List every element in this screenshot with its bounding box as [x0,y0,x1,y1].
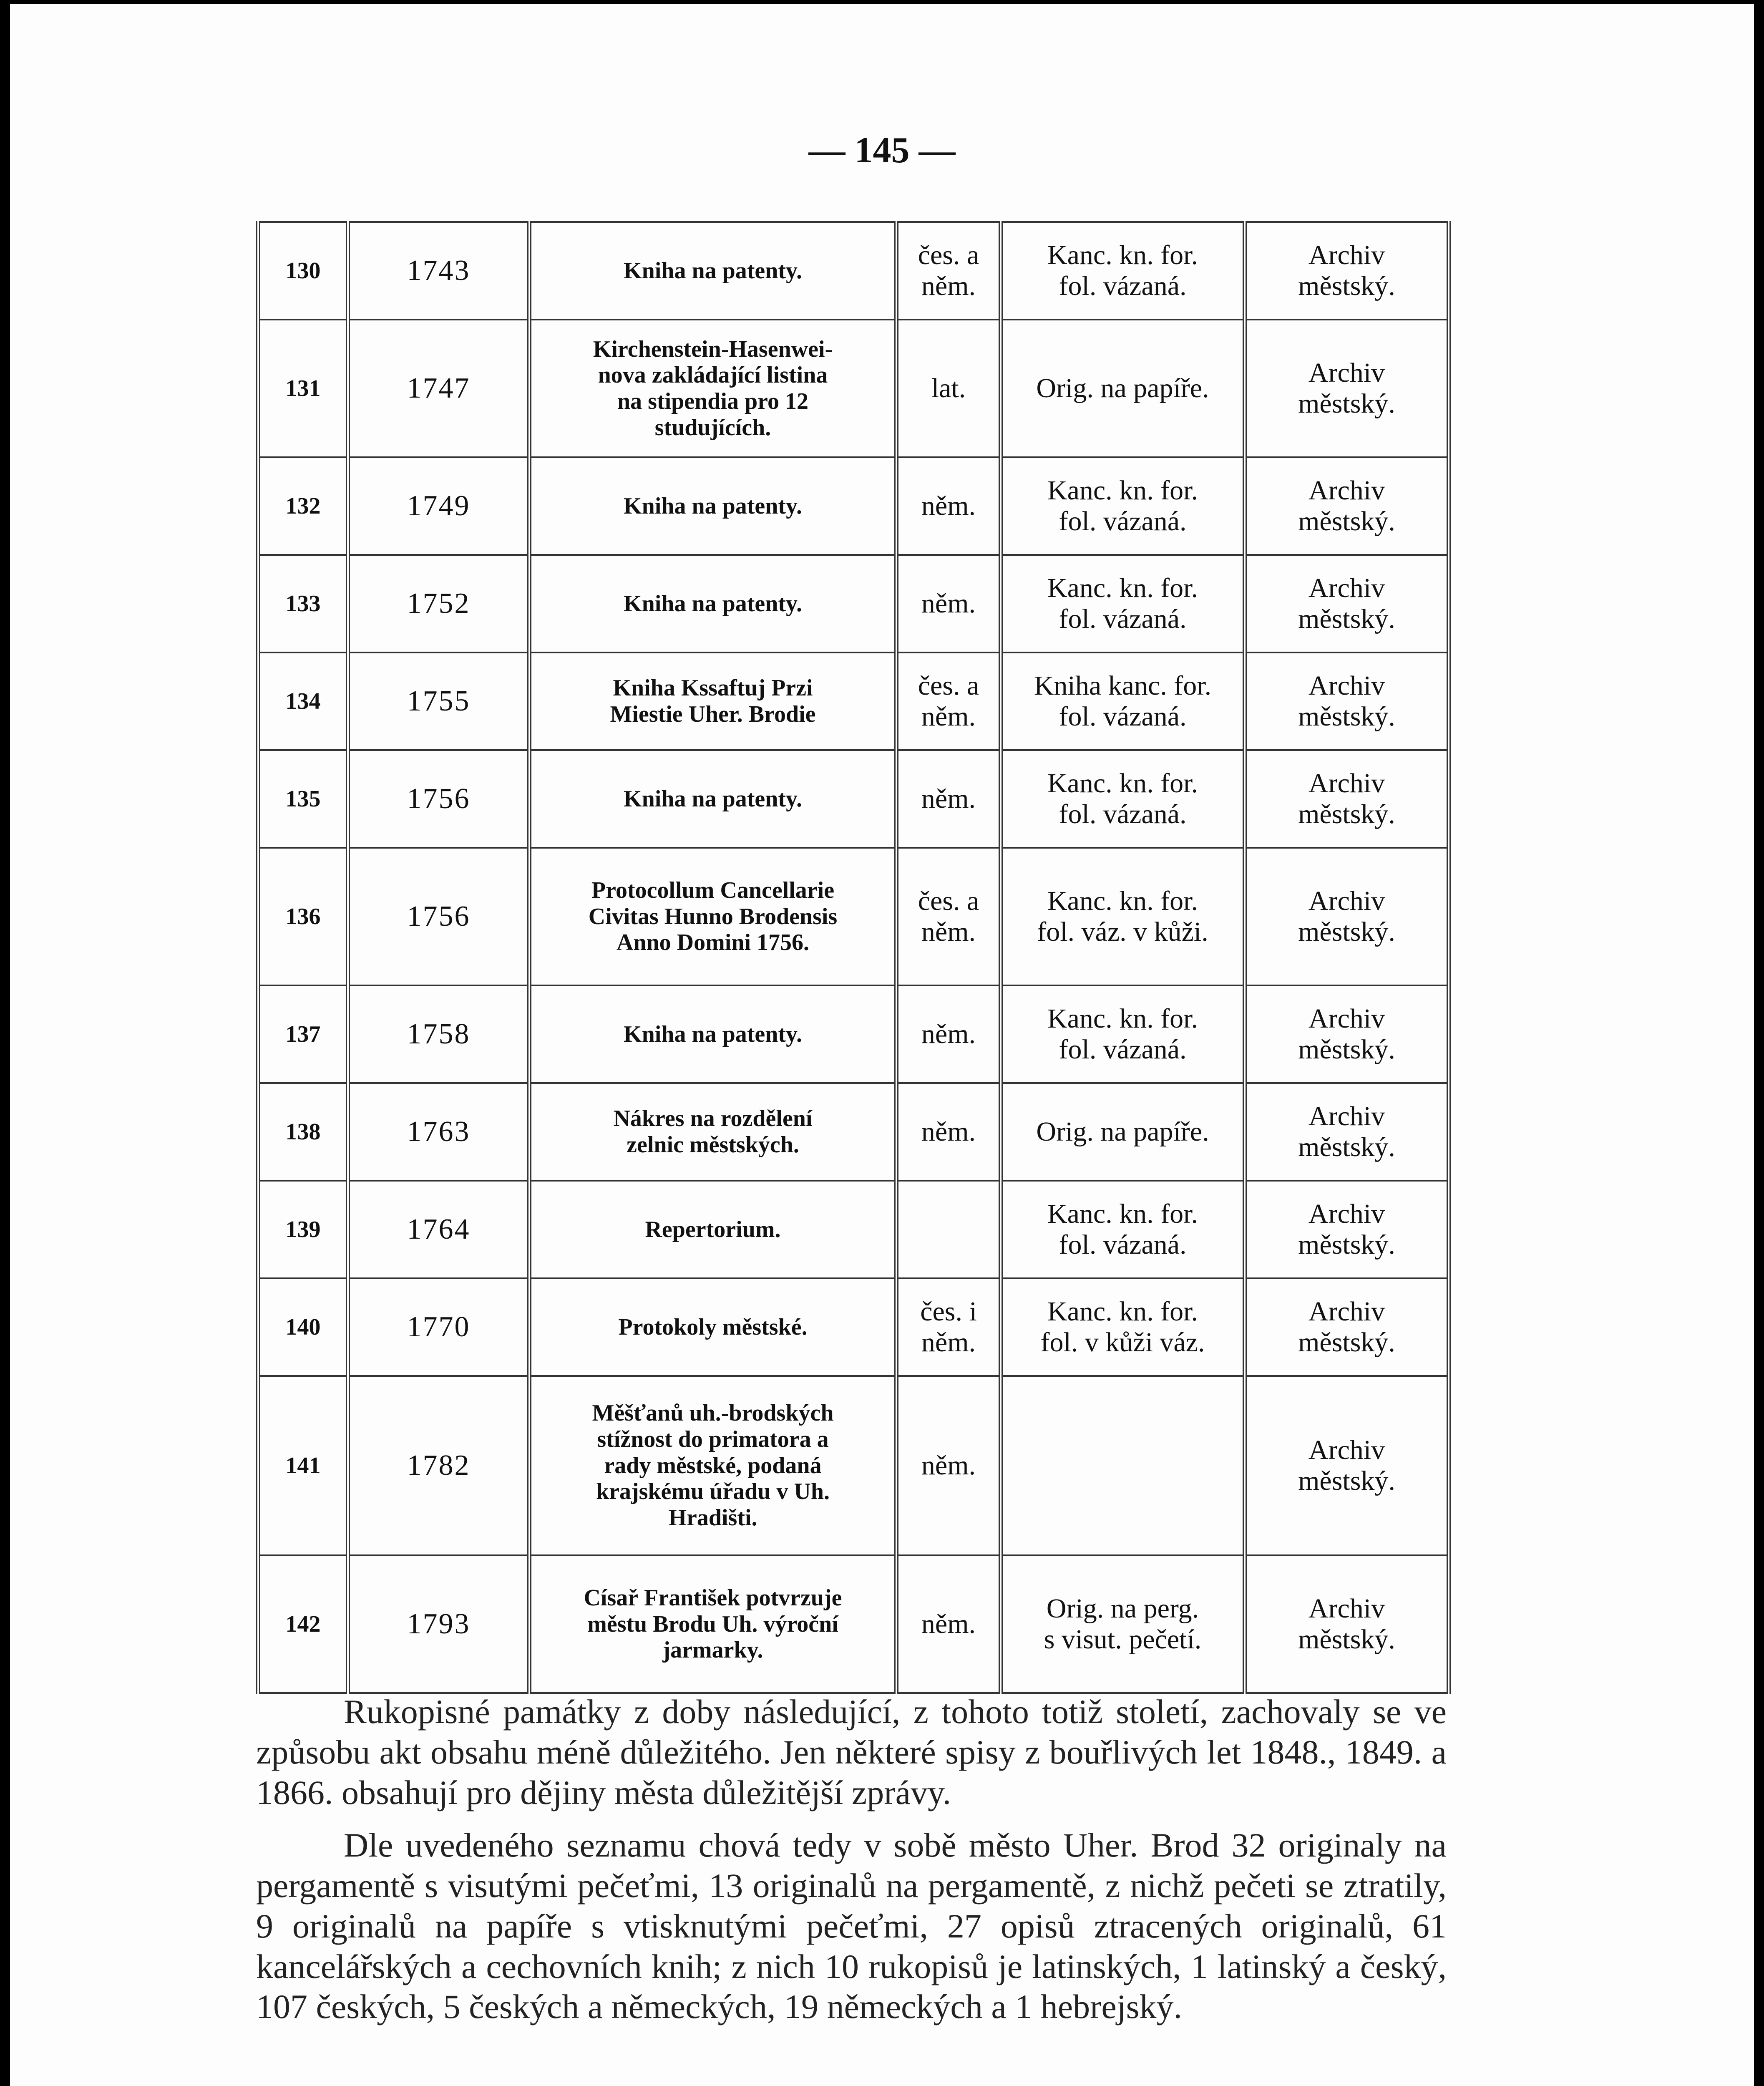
cell-year: 1782 [348,1376,529,1555]
cell-year: 1770 [348,1278,529,1376]
cell-num: 141 [258,1376,348,1555]
paragraph-1: Rukopisné památky z doby následující, z tohoto totiž století, zachovaly se ve způsobu akt obsahu méně důležitého. Jen některé spisy z bouřlivých let 1848., 1849. a 1866. obsahují pro dějiny města důležitější zprávy. [256,1693,1447,1811]
cell-num: 137 [258,985,348,1083]
cell-loc: Archiv městský. [1245,653,1449,750]
cell-desc: Kniha na patenty. [529,222,896,320]
cell-desc: Císař František potvrzuje městu Brodu Uh. výroční jarmarky. [529,1555,896,1693]
cell-num: 130 [258,222,348,320]
cell-lang: lat. [896,320,1001,457]
table-row [258,1083,1449,1181]
cell-desc: Kniha Kssaftuj Przi Miestie Uher. Brodie [529,653,896,750]
cell-num: 134 [258,653,348,750]
cell-type: Orig. na papíře. [1001,1083,1245,1181]
cell-desc: Kirchenstein-Hasenwei- nova zakládající listina na stipendia pro 12 studujících. [529,320,896,457]
table-body [258,222,1449,1693]
cell-year: 1755 [348,653,529,750]
cell-loc: Archiv městský. [1245,985,1449,1083]
table-row [258,1376,1449,1555]
cell-type: Kanc. kn. for. fol. vázaná. [1001,985,1245,1083]
cell-num: 135 [258,750,348,848]
cell-lang: čes. i něm. [896,1278,1001,1376]
cell-loc: Archiv městský. [1245,555,1449,653]
cell-desc: Protokoly městské. [529,1278,896,1376]
table-row [258,555,1449,653]
cell-loc: Archiv městský. [1245,1555,1449,1693]
cell-loc: Archiv městský. [1245,457,1449,555]
cell-year: 1743 [348,222,529,320]
cell-type: Orig. na perg. s visut. pečetí. [1001,1555,1245,1693]
cell-year: 1793 [348,1555,529,1693]
cell-year: 1756 [348,750,529,848]
cell-lang: něm. [896,1376,1001,1555]
page-number: — 145 — [808,130,956,171]
cell-num: 140 [258,1278,348,1376]
cell-lang: něm. [896,555,1001,653]
cell-type: Orig. na papíře. [1001,320,1245,457]
cell-type: Kanc. kn. for. fol. váz. v kůži. [1001,848,1245,985]
cell-lang: čes. a něm. [896,653,1001,750]
cell-desc: Nákres na rozdělení zelnic městských. [529,1083,896,1181]
cell-year: 1747 [348,320,529,457]
cell-loc: Archiv městský. [1245,1278,1449,1376]
cell-desc: Kniha na patenty. [529,985,896,1083]
cell-lang: něm. [896,1555,1001,1693]
cell-desc: Kniha na patenty. [529,555,896,653]
cell-year: 1756 [348,848,529,985]
cell-desc: Měšťanů uh.-brodských stížnost do primatora a rady městské, podaná krajskému úřadu v Uh. Hradišti. [529,1376,896,1555]
table-row [258,320,1449,457]
paragraph-2: Dle uvedeného seznamu chová tedy v sobě město Uher. Brod 32 originaly na pergamentě s visutými pečeťmi, 13 originalů na pergamentě, z nichž pečeti se ztratily, 9 originalů na papíře s vtisknutými pečeťmi, 27 opisů ztracených originalů, 61 kancelářských a cechovních knih; z nich 10 rukopisů je latinských, 1 latinský a český, 107 českých, 5 českých a německých, 19 německých a 1 hebrejský. [256,1826,1447,2026]
cell-loc: Archiv městský. [1245,848,1449,985]
cell-num: 133 [258,555,348,653]
table-row [258,848,1449,985]
table-row [258,1278,1449,1376]
cell-desc: Protocollum Cancellarie Civitas Hunno Brodensis Anno Domini 1756. [529,848,896,985]
cell-num: 142 [258,1555,348,1693]
cell-desc: Repertorium. [529,1181,896,1278]
table-row [258,985,1449,1083]
table-row [258,457,1449,555]
cell-type: Kniha kanc. for. fol. vázaná. [1001,653,1245,750]
table-row [258,1181,1449,1278]
body-text [256,1692,1447,2027]
cell-type: Kanc. kn. for. fol. vázaná. [1001,222,1245,320]
cell-year: 1763 [348,1083,529,1181]
cell-loc: Archiv městský. [1245,222,1449,320]
cell-num: 131 [258,320,348,457]
archive-table [256,221,1447,1694]
cell-type: Kanc. kn. for. fol. vázaná. [1001,457,1245,555]
cell-loc: Archiv městský. [1245,1083,1449,1181]
cell-type: Kanc. kn. for. fol. vázaná. [1001,1181,1245,1278]
cell-lang: něm. [896,750,1001,848]
cell-lang: čes. a něm. [896,222,1001,320]
table-row [258,653,1449,750]
cell-loc: Archiv městský. [1245,1376,1449,1555]
cell-num: 132 [258,457,348,555]
document-page [10,4,1754,2086]
cell-loc: Archiv městský. [1245,750,1449,848]
table-row [258,222,1449,320]
cell-year: 1752 [348,555,529,653]
cell-lang: čes. a něm. [896,848,1001,985]
cell-year: 1764 [348,1181,529,1278]
cell-lang [896,1181,1001,1278]
cell-loc: Archiv městský. [1245,320,1449,457]
cell-type: Kanc. kn. for. fol. vázaná. [1001,555,1245,653]
cell-num: 138 [258,1083,348,1181]
cell-desc: Kniha na patenty. [529,457,896,555]
cell-num: 136 [258,848,348,985]
cell-loc: Archiv městský. [1245,1181,1449,1278]
cell-type [1001,1376,1245,1555]
cell-year: 1758 [348,985,529,1083]
table-row [258,1555,1449,1693]
cell-lang: něm. [896,1083,1001,1181]
cell-lang: něm. [896,985,1001,1083]
cell-lang: něm. [896,457,1001,555]
cell-type: Kanc. kn. for. fol. v kůži váz. [1001,1278,1245,1376]
cell-type: Kanc. kn. for. fol. vázaná. [1001,750,1245,848]
cell-num: 139 [258,1181,348,1278]
cell-desc: Kniha na patenty. [529,750,896,848]
cell-year: 1749 [348,457,529,555]
table-row [258,750,1449,848]
